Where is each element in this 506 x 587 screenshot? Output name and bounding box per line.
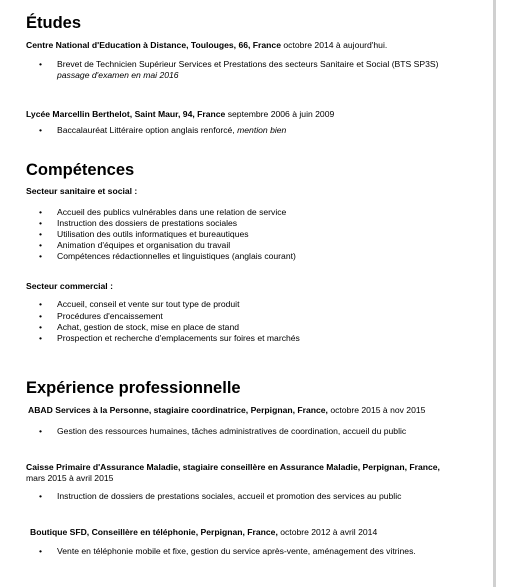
- bullet-icon: •: [39, 229, 43, 239]
- etudes-entry-1-org: Centre National d'Education à Distance, Toulouges, 66, France: [26, 40, 281, 50]
- experience-entry-3-item: Vente en téléphonie mobile et fixe, gestion du service après-vente, aménagement des vitrines.: [57, 546, 416, 556]
- competences-group-1-title: Secteur sanitaire et social :: [26, 186, 138, 196]
- experience-entry-3-dates: octobre 2012 à avril 2014: [277, 527, 378, 537]
- experience-entry-2-org: Caisse Primaire d'Assurance Maladie, stagiaire conseillère en Assurance Maladie, Perpignan, France,: [26, 462, 440, 472]
- experience-entry-3-header: [30, 527, 377, 538]
- competences-group-1-item-1: Accueil des publics vulnérables dans une relation de service: [57, 207, 287, 217]
- etudes-entry-2-item: [57, 125, 286, 136]
- bullet-icon: •: [39, 59, 43, 69]
- etudes-entry-1-header: [26, 40, 387, 51]
- etudes-entry-2-dates: septembre 2006 à juin 2009: [225, 109, 335, 119]
- etudes-entry-2-org: Lycée Marcellin Berthelot, Saint Maur, 94, France: [26, 109, 226, 119]
- competences-group-2-item-2: Procédures d'encaissement: [57, 311, 163, 321]
- bullet-icon: •: [39, 240, 43, 250]
- experience-entry-1-dates: octobre 2015 à nov 2015: [327, 405, 426, 415]
- section-title-etudes: Études: [26, 14, 82, 32]
- etudes-entry-2-header: [26, 109, 334, 120]
- competences-group-1-item-3: Utilisation des outils informatiques et bureautiques: [57, 229, 249, 239]
- etudes-entry-1-item-note: passage d'examen en mai 2016: [57, 70, 179, 80]
- etudes-entry-1-dates: octobre 2014 à aujourd'hui.: [280, 40, 388, 50]
- competences-group-2-title: Secteur commercial :: [26, 281, 113, 291]
- bullet-icon: •: [39, 218, 43, 228]
- competences-group-1-item-4: Animation d'équipes et organisation du travail: [57, 240, 231, 250]
- experience-entry-1-header: [28, 405, 425, 416]
- experience-entry-2-dates: mars 2015 à avril 2015: [26, 473, 114, 483]
- bullet-icon: •: [39, 207, 43, 217]
- page-edge-shadow: [493, 0, 496, 587]
- section-title-experience: Expérience professionnelle: [26, 379, 241, 397]
- experience-entry-1-org: ABAD Services à la Personne, stagiaire coordinatrice, Perpignan, France,: [28, 405, 328, 415]
- experience-entry-2-item: Instruction de dossiers de prestations sociales, accueil et promotion des services au public: [57, 491, 402, 501]
- bullet-icon: •: [39, 426, 43, 436]
- bullet-icon: •: [39, 299, 43, 309]
- etudes-entry-2-item-text: Baccalauréat Littéraire option anglais renforcé,: [57, 125, 238, 135]
- bullet-icon: •: [39, 322, 43, 332]
- experience-entry-1-item: Gestion des ressources humaines, tâches administratives de coordination, accueil du public: [57, 426, 407, 436]
- section-title-competences: Compétences: [26, 161, 135, 179]
- bullet-icon: •: [39, 491, 43, 501]
- bullet-icon: •: [39, 125, 43, 135]
- competences-group-2-item-3: Achat, gestion de stock, mise en place de stand: [57, 322, 240, 332]
- bullet-icon: •: [39, 333, 43, 343]
- bullet-icon: •: [39, 251, 43, 261]
- bullet-icon: •: [39, 311, 43, 321]
- competences-group-1-item-5: Compétences rédactionnelles et linguistiques (anglais courant): [57, 251, 296, 261]
- competences-group-2-item-4: Prospection et recherche d'emplacements sur foires et marchés: [57, 333, 300, 343]
- competences-group-2-item-1: Accueil, conseil et vente sur tout type de produit: [57, 299, 240, 309]
- experience-entry-3-org: Boutique SFD, Conseillère en téléphonie, Perpignan, France,: [30, 527, 278, 537]
- etudes-entry-1-item-text: Brevet de Technicien Supérieur Services et Prestations des secteurs Sanitaire et Social (BTS SP3S): [57, 59, 439, 69]
- bullet-icon: •: [39, 546, 43, 556]
- competences-group-1-item-2: Instruction des dossiers de prestations sociales: [57, 218, 238, 228]
- etudes-entry-2-item-note: mention bien: [237, 125, 287, 135]
